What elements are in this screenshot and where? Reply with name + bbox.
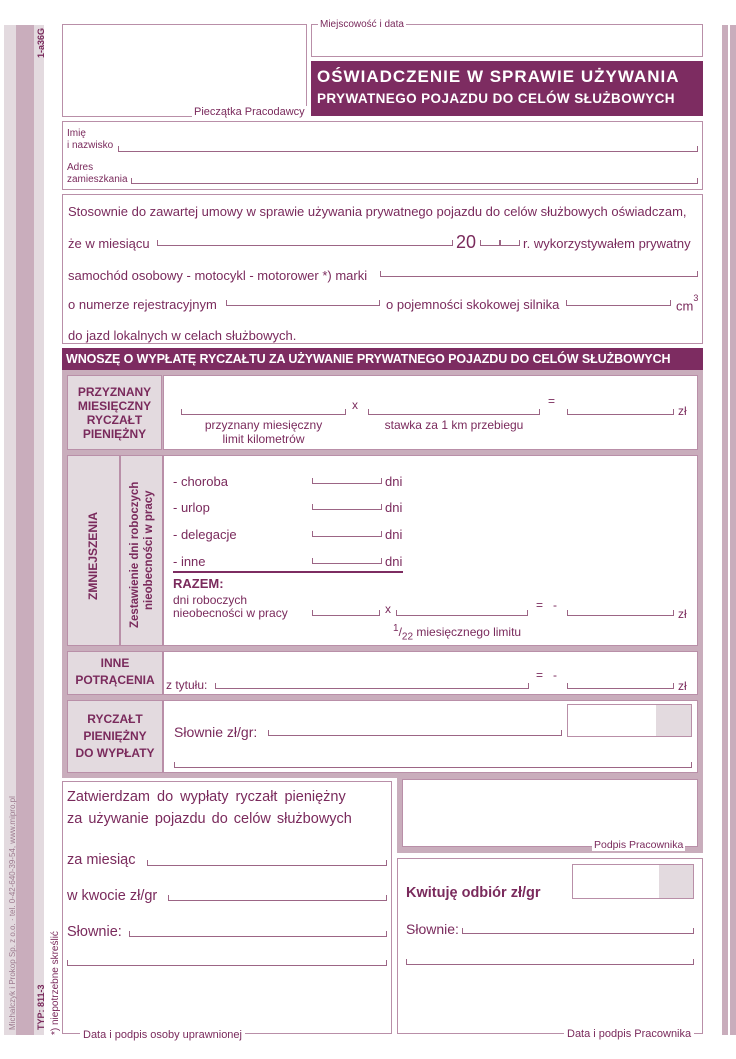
reduction-leave-label: - urlop <box>173 500 210 515</box>
other-deductions-title <box>67 655 163 689</box>
granted-title-line-4: PIENIĘŻNY <box>82 427 147 441</box>
granted-times: x <box>352 398 358 412</box>
payout-amount-cents[interactable] <box>656 705 691 736</box>
approval-month-field[interactable] <box>147 860 387 866</box>
fraction-numerator: 1 <box>393 623 399 634</box>
km-limit-caption-2: limit kilometrów <box>222 432 305 446</box>
reductions-title: ZMNIEJSZENIA <box>86 511 100 600</box>
granted-title <box>67 385 162 441</box>
other-deductions-label: z tytułu: <box>166 678 208 692</box>
name-label-2: i nazwisko <box>67 140 114 151</box>
granted-title-line-3: RYCZAŁT <box>86 413 143 427</box>
approval-amount-field[interactable] <box>168 895 387 901</box>
employee-signature-box[interactable] <box>402 779 698 847</box>
publisher-info: Michalczyk i Prokop Sp. z o.o. · tel. 0-42-640-39-54, www.mipro.pl <box>8 796 17 1030</box>
reduction-other-unit: dni <box>385 554 403 569</box>
form-title <box>311 61 703 116</box>
reduction-other-label: - inne <box>173 554 206 569</box>
employee-signature-label: Podpis Pracownika <box>594 839 684 851</box>
other-deductions-title-2: POTRĄCENIA <box>75 673 155 687</box>
fraction-caption <box>393 623 521 642</box>
payout-title-3: DO WYPŁATY <box>75 746 155 760</box>
request-title: WNOSZĘ O WYPŁATĘ RYCZAŁTU ZA UŻYWANIE PRYWATNEGO POJAZDU DO CELÓW SŁUŻBOWYCH <box>62 348 703 370</box>
granted-equals: = <box>548 394 556 408</box>
payout-title <box>67 711 163 762</box>
capacity-unit-exponent: 3 <box>693 293 699 303</box>
granted-currency: zł <box>678 404 687 418</box>
reduction-delegation-field[interactable] <box>312 531 382 537</box>
receipt-label: Kwituję odbiór zł/gr <box>406 885 541 901</box>
other-deductions-equals: = - <box>536 668 558 682</box>
km-limit-caption-1: przyznany miesięczny <box>204 418 323 432</box>
form-title-line-1: OŚWIADCZENIE W SPRAWIE UŻYWANIA <box>317 67 680 86</box>
form-title-line-2: PRYWATNEGO POJAZDU DO CELÓW SŁUŻBOWYCH <box>317 91 675 106</box>
left-margin-strip <box>16 25 34 1035</box>
statement-closing: do jazd lokalnych w celach służbowych. <box>68 328 297 343</box>
receipt-amount-cents[interactable] <box>659 865 693 898</box>
receipt-words-label: Słownie: <box>406 921 459 937</box>
address-label-2: zamieszkania <box>67 174 128 185</box>
reductions-subtitle-2: nieobecności w pracy <box>143 490 155 610</box>
approval-month-label: za miesiąc <box>67 852 136 868</box>
reductions-subtitle-1: Zestawienie dni roboczych <box>129 481 141 628</box>
total-desc-2: nieobecności w pracy <box>173 606 288 620</box>
registration-prefix: o numerze rejestracyjnym <box>68 297 217 312</box>
approval-text-1: Zatwierdzam do wypłaty ryczałt pieniężny <box>67 789 346 805</box>
fraction-caption-text: miesięcznego limitu <box>416 625 522 639</box>
reductions-subtitle-cell <box>120 455 163 646</box>
absence-days-total-field[interactable] <box>312 610 380 616</box>
approval-words-label: Słownie: <box>67 924 122 940</box>
total-desc-1: dni roboczych <box>173 593 248 607</box>
reduction-leave-field[interactable] <box>312 504 382 510</box>
month-field[interactable] <box>157 240 453 246</box>
granted-amount-field[interactable] <box>567 409 674 415</box>
right-margin-strip-1 <box>722 25 728 1035</box>
other-deductions-currency: zł <box>678 679 687 693</box>
rate-caption: stawka za 1 km przebiegu <box>384 418 524 432</box>
fraction-denominator: 22 <box>401 631 414 643</box>
total-divider <box>173 571 403 573</box>
place-date-label: Miejscowość i data <box>320 19 404 30</box>
right-margin-strip-2 <box>730 25 736 1035</box>
reduction-sick-unit: dni <box>385 474 403 489</box>
rate-per-km-field[interactable] <box>368 409 540 415</box>
form-code: 1-a36G <box>36 27 46 58</box>
capacity-unit-text: cm <box>676 298 694 314</box>
reduction-other-field[interactable] <box>312 558 382 564</box>
year-field-1[interactable] <box>480 240 500 246</box>
vehicle-prefix: samochód osobowy - motocykl - motorower *) marki <box>68 268 368 283</box>
month-suffix: r. wykorzystywałem prywatny <box>523 236 691 251</box>
payout-words-label: Słownie zł/gr: <box>174 724 258 740</box>
name-label-1: Imię <box>67 128 86 139</box>
reductions-currency: zł <box>678 607 687 621</box>
reduction-sick-label: - choroba <box>173 474 228 489</box>
name-field[interactable] <box>118 146 698 152</box>
engine-capacity-field[interactable] <box>566 300 671 306</box>
approval-text-2: za używanie pojazdu do celów służbowych <box>67 811 352 827</box>
month-prefix: że w miesiącu <box>68 236 150 251</box>
reduction-delegation-label: - delegacje <box>173 527 237 542</box>
capacity-prefix: o pojemności skokowej silnika <box>386 297 560 312</box>
approval-words-field-1[interactable] <box>129 931 387 937</box>
fraction-slash: / <box>398 625 402 639</box>
payout-title-1: RYCZAŁT <box>87 712 143 726</box>
reduction-delegation-unit: dni <box>385 527 403 542</box>
daily-limit-field[interactable] <box>396 610 528 616</box>
left-margin-strip-inner <box>34 25 44 1035</box>
reduction-leave-unit: dni <box>385 500 403 515</box>
address-label-1: Adres <box>67 162 94 173</box>
year-prefix: 20 <box>456 232 477 252</box>
employer-stamp-box[interactable] <box>62 24 307 117</box>
reductions-amount-field[interactable] <box>567 610 674 616</box>
km-limit-field[interactable] <box>181 409 346 415</box>
capacity-unit <box>676 293 699 314</box>
approval-amount-label: w kwocie zł/gr <box>67 888 158 904</box>
approval-words-field-2[interactable] <box>67 960 387 966</box>
payout-title-2: PIENIĘŻNY <box>83 729 147 743</box>
other-deductions-amount-field[interactable] <box>567 683 674 689</box>
reduction-sick-field[interactable] <box>312 478 382 484</box>
employee-date-signature-label: Data i podpis Pracownika <box>564 1028 694 1040</box>
statement-line-1: Stosownie do zawartej umowy w sprawie używania prywatnego pojazdu do celów służbowych oświadczam, <box>68 204 687 219</box>
other-deductions-field[interactable] <box>215 683 529 689</box>
payout-words-field-1[interactable] <box>268 730 562 736</box>
granted-title-line-1: PRZYZNANY <box>77 385 152 399</box>
receipt-words-field-2[interactable] <box>406 959 694 965</box>
payout-words-field-2[interactable] <box>174 762 692 768</box>
year-field-2[interactable] <box>500 240 520 246</box>
vehicle-make-field[interactable] <box>380 271 698 277</box>
reductions-equals: = - <box>536 598 558 612</box>
employer-stamp-label: Pieczątka Pracodawcy <box>194 106 305 118</box>
registration-field[interactable] <box>226 300 380 306</box>
footnote: *) niepotrzebne skreślić <box>50 931 61 1035</box>
total-label: RAZEM: <box>173 576 224 591</box>
form-type: TYP: 811-3 <box>36 984 46 1030</box>
other-deductions-title-1: INNE <box>100 656 130 670</box>
address-field[interactable] <box>131 178 698 184</box>
reductions-times: x <box>385 602 391 616</box>
granted-title-line-2: MIESIĘCZNY <box>77 399 152 413</box>
authorized-signature-label: Data i podpis osoby uprawnionej <box>80 1029 245 1041</box>
receipt-words-field-1[interactable] <box>462 928 694 934</box>
